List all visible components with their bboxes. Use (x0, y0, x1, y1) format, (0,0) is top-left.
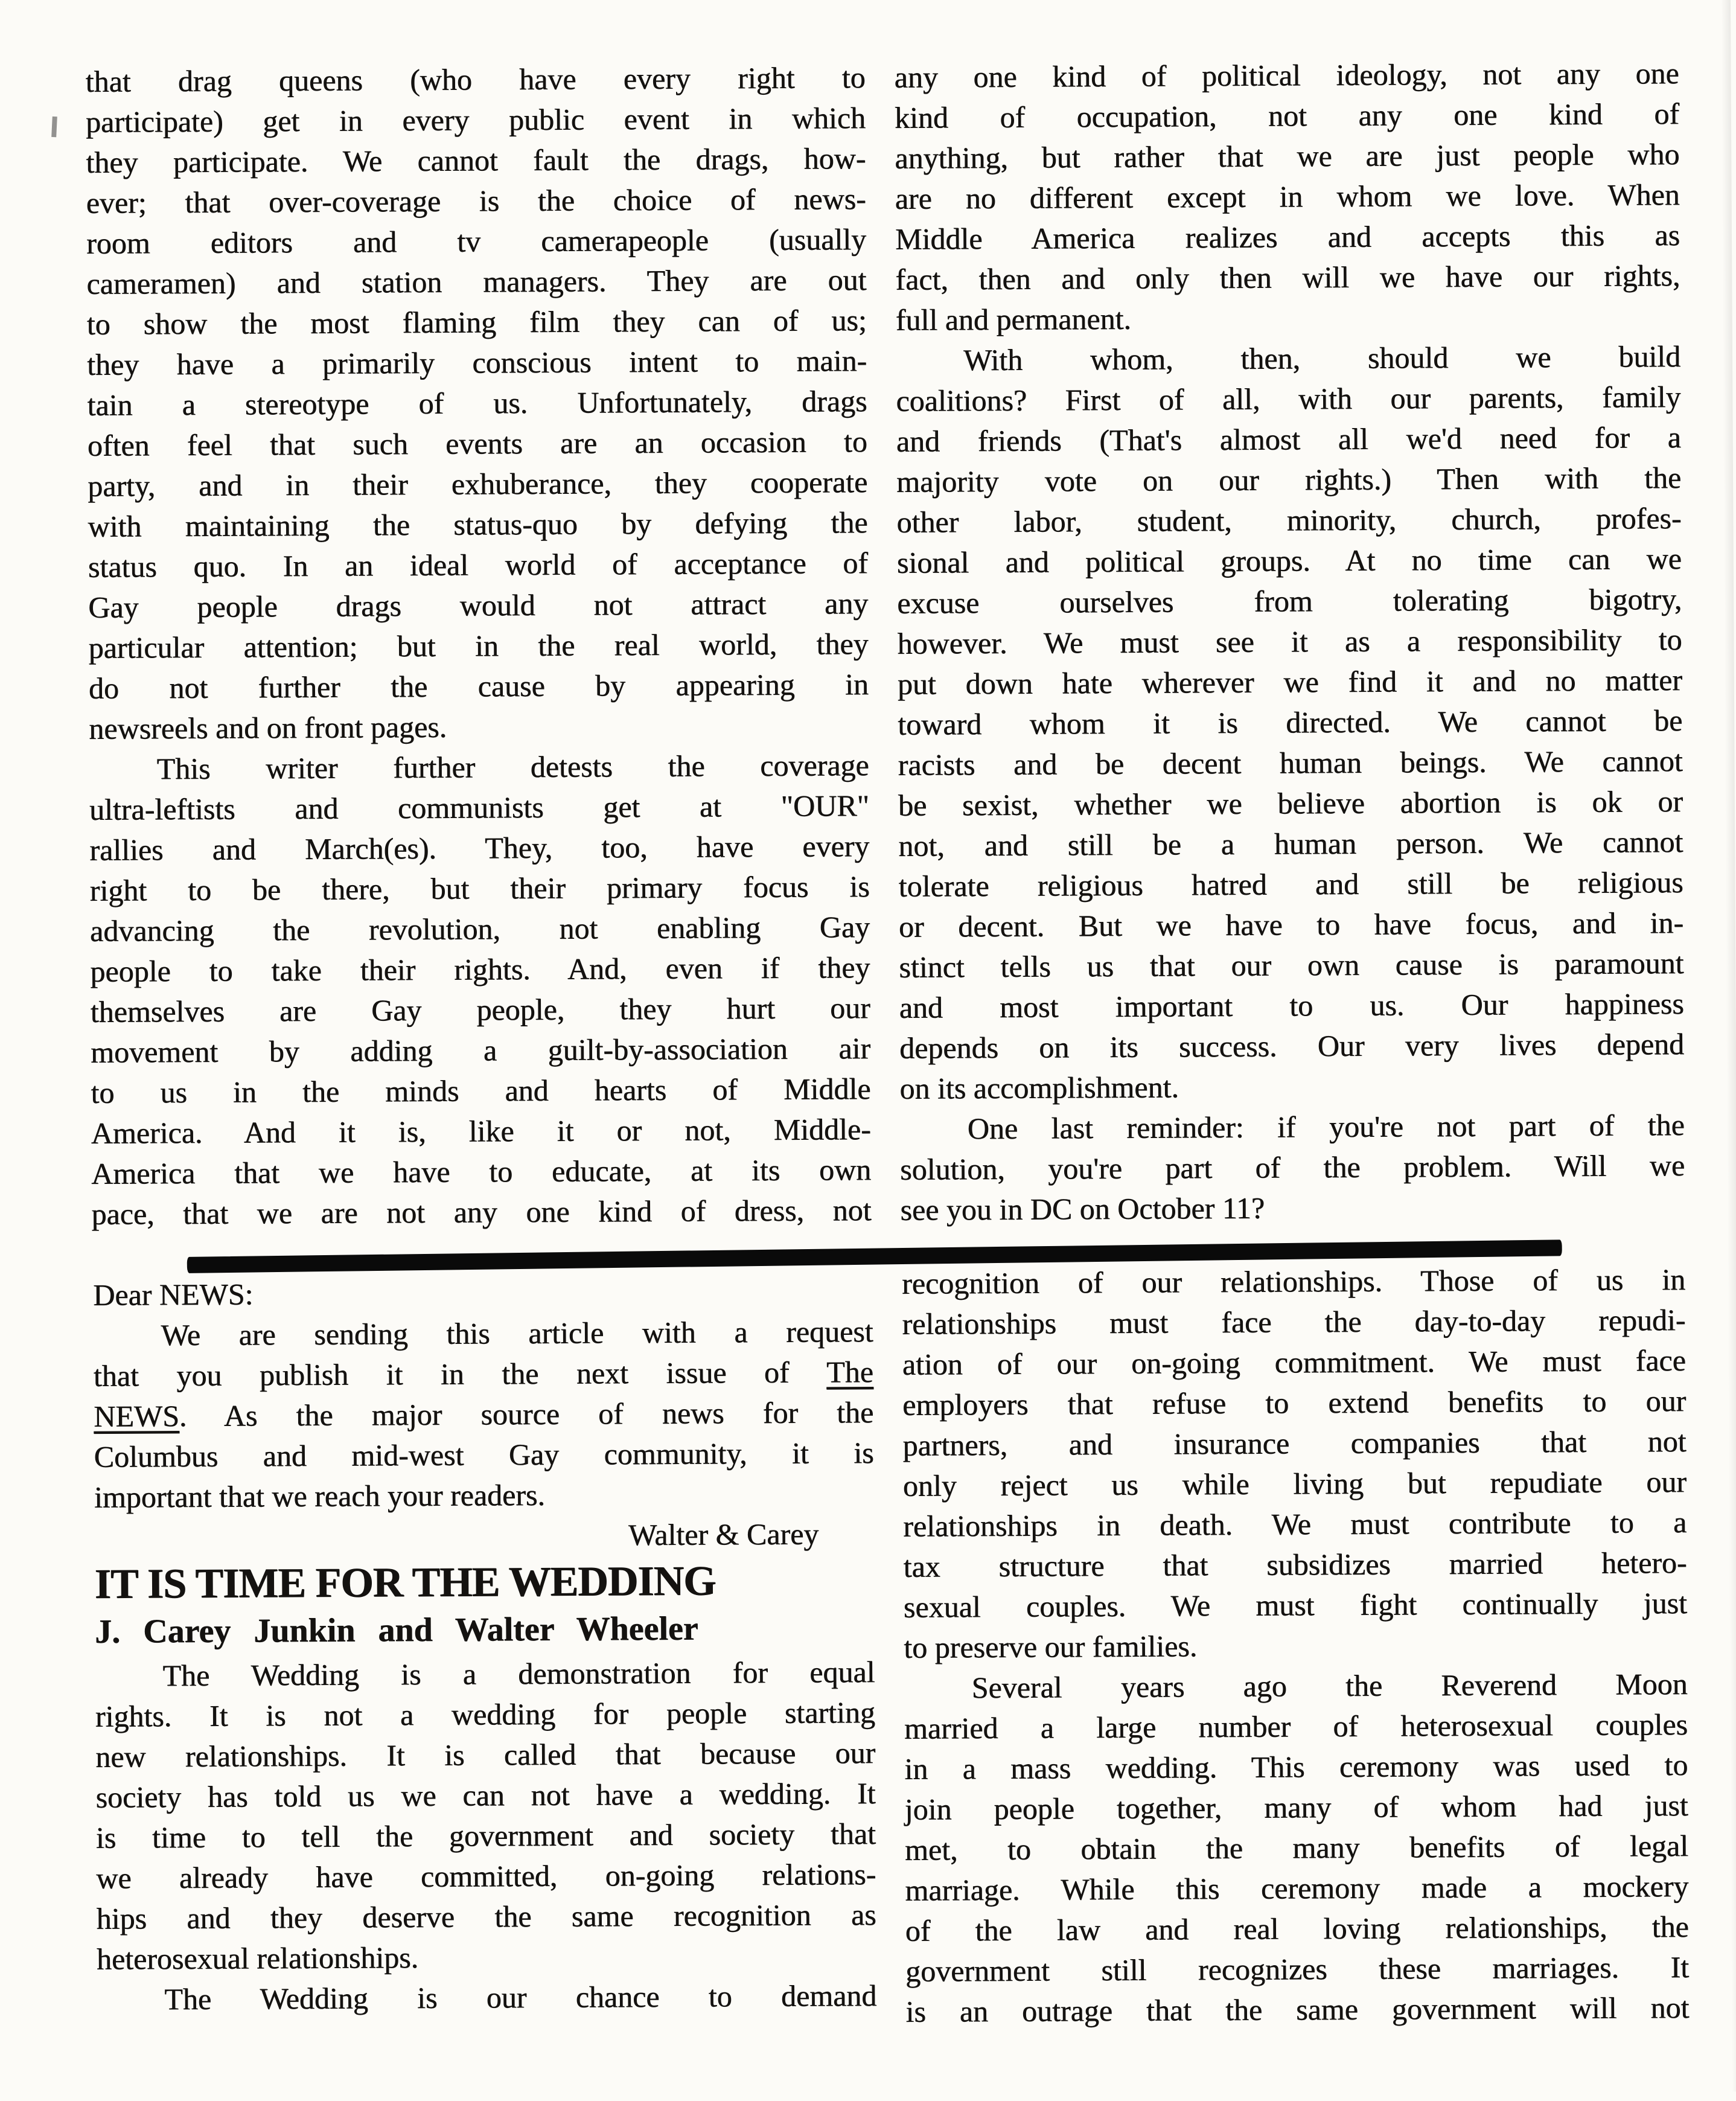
text-line (89, 745, 869, 790)
text-segment: heterosexual relationships. (96, 1940, 419, 1976)
text-line (91, 1190, 871, 1235)
article-headline: IT IS TIME FOR THE WEDDING (94, 1558, 716, 1608)
text-segment: particular attention; but in the real world, they (88, 626, 869, 665)
text-line (90, 907, 870, 951)
text-segment: we already have committed, on-going relations- (96, 1856, 876, 1895)
text-line (94, 1352, 873, 1396)
text-line (898, 822, 1683, 866)
text-line (899, 1064, 1684, 1109)
text-segment: movement by adding a guilt-by-association air (90, 1031, 871, 1069)
text-segment: to preserve our families. (904, 1629, 1198, 1664)
text-line (895, 134, 1679, 179)
text-line (86, 98, 866, 142)
text-segment: partners, and insurance companies that not (902, 1424, 1687, 1462)
text-line (895, 174, 1679, 219)
underlined-text: The (826, 1354, 873, 1389)
text-segment: tain a stereotype of us. Unfortunately, drags (87, 383, 867, 422)
text-segment: sional and political groups. At no time can we (896, 541, 1682, 580)
text-line (88, 502, 867, 547)
text-line (88, 624, 868, 668)
text-line (902, 1300, 1685, 1345)
text-segment: pace, that we are not any one kind of dress, not (91, 1192, 872, 1231)
text-line (905, 1866, 1688, 1911)
text-line (900, 1105, 1685, 1150)
paragraph (93, 1271, 873, 1316)
text-segment: ultra-leftists and communists get at "OUR" (89, 788, 870, 827)
text-line (897, 579, 1682, 624)
text-line (896, 336, 1680, 381)
text-line (90, 988, 870, 1032)
text-line (94, 1392, 873, 1437)
text-segment: do not further the cause by appearing in (88, 667, 869, 705)
text-line (95, 1652, 875, 1696)
text-segment: majority vote on our rights.) Then with the (896, 460, 1682, 499)
text-segment: or decent. But we have to have focus, and in- (898, 905, 1684, 944)
text-line (898, 781, 1683, 826)
text-line (895, 94, 1679, 138)
text-segment: participate) get in every public event in which (85, 101, 866, 139)
text-line (905, 1947, 1689, 1992)
text-line (89, 826, 869, 871)
paragraph (85, 57, 869, 749)
text-line (904, 1664, 1687, 1709)
text-segment: they have a primarily conscious intent to main- (86, 343, 867, 382)
text-line (89, 866, 869, 911)
text-segment: to show the most flaming film they can of us; (86, 302, 867, 341)
text-segment: to us in the minds and hearts of Middle (91, 1071, 871, 1110)
text-segment: Gay people drags would not attract any (88, 586, 869, 624)
text-line (904, 1745, 1688, 1789)
text-line (86, 138, 866, 183)
text-line (896, 498, 1681, 543)
text-line (86, 260, 866, 304)
text-segment: tax structure that subsidizes married hetero- (903, 1545, 1687, 1584)
text-line (902, 1381, 1686, 1425)
text-line (95, 1733, 875, 1777)
text-line (899, 943, 1683, 988)
text-segment: party, and in their exhuberance, they cooperate (87, 464, 868, 503)
underlined-text: NEWS (94, 1398, 179, 1433)
text-line (904, 1704, 1688, 1749)
text-segment: on its accomplishment. (899, 1070, 1179, 1105)
text-segment: they participate. We cannot fault the drags, how- (86, 141, 866, 179)
text-line (896, 417, 1681, 462)
text-segment: room editors and tv camerapeople (usually (86, 222, 867, 260)
text-segment: fact, then and only then will we have our rights, (895, 258, 1680, 296)
text-line (905, 1987, 1689, 2032)
text-segment: relationships in death. We must contribute to a (902, 1505, 1687, 1543)
text-segment: advancing the revolution, not enabling Gay (89, 909, 870, 948)
text-line (903, 1462, 1687, 1506)
text-line (86, 179, 866, 223)
text-segment: join people together, many of whom had just (904, 1788, 1688, 1826)
text-line (896, 296, 1680, 341)
text-line (903, 1543, 1687, 1587)
text-line (898, 862, 1683, 907)
text-segment: full and permanent. (895, 301, 1131, 337)
text-line (96, 1814, 876, 1858)
text-line (95, 1692, 875, 1737)
text-line (897, 539, 1682, 583)
paragraph (97, 1975, 876, 2020)
column-top-left (85, 57, 871, 1235)
text-line (94, 1433, 873, 1477)
text-line (899, 1024, 1684, 1069)
text-segment: married a large number of heterosexual couples (904, 1707, 1688, 1745)
text-segment: Dear NEWS: (92, 1277, 254, 1312)
text-segment: see you in DC on October 11? (900, 1191, 1265, 1227)
text-segment: themselves are Gay people, they hurt our (90, 990, 870, 1029)
text-line (897, 619, 1682, 664)
text-line (905, 1826, 1688, 1870)
text-segment: excuse ourselves from tolerating bigotry, (896, 581, 1682, 620)
text-segment: America. And it is, like it or not, Middle- (91, 1111, 871, 1150)
text-segment: kind of occupation, not any one kind of (894, 96, 1680, 135)
text-segment: that drag queens (who have every right to (85, 60, 866, 98)
text-segment: is an outrage that the same government will not (905, 1990, 1690, 2029)
text-line (91, 1069, 870, 1113)
text-line (85, 57, 865, 102)
text-line (899, 983, 1683, 1028)
text-segment: government still recognizes these marriages. It (905, 1949, 1690, 1988)
text-segment: and most important to us. Our happiness (899, 986, 1684, 1025)
article-byline: J. Carey Junkin and Walter Wheeler (94, 1610, 698, 1651)
text-segment: employers that refuse to extend benefits to our (902, 1383, 1687, 1422)
text-line (88, 583, 868, 628)
text-segment: people to take their rights. And, even if they (90, 950, 870, 988)
text-line (87, 381, 867, 426)
text-line (91, 1109, 871, 1154)
text-line (898, 660, 1682, 705)
text-line (93, 1271, 873, 1316)
paragraph (93, 1311, 874, 1518)
paragraph (902, 1259, 1687, 1668)
text-segment: of the law and real loving relationships, the (905, 1909, 1689, 1948)
text-segment: rallies and March(es). They, too, have every (89, 828, 870, 867)
text-line (87, 300, 867, 345)
text-line (96, 1854, 876, 1899)
text-segment: With whom, then, should we build (963, 339, 1681, 377)
text-line (97, 1975, 876, 2020)
text-segment: status quo. In an ideal world of acceptance of (88, 545, 868, 584)
text-segment: America that we have to educate, at its own (91, 1152, 872, 1191)
text-segment: stinct tells us that our own cause is paramount (899, 945, 1684, 984)
text-segment: hips and they deserve the same recognition as (96, 1897, 876, 1936)
text-line (902, 1340, 1686, 1385)
text-segment: that you publish it in the next issue of (93, 1355, 827, 1393)
text-segment: right to be there, but their primary focus is (89, 869, 870, 907)
text-segment: Several years ago the Reverend Moon (971, 1666, 1688, 1705)
column-bottom-left (93, 1271, 876, 2020)
text-segment: The Wedding is our chance to demand (164, 1978, 877, 2016)
text-segment: depends on its success. Our very lives depend (899, 1026, 1685, 1065)
text-line (903, 1502, 1687, 1547)
text-line (900, 1145, 1685, 1190)
text-line (902, 1421, 1686, 1466)
text-segment: other labor, student, minority, church, profes- (896, 500, 1682, 539)
text-segment: be sexist, whether we believe abortion is ok or (898, 784, 1683, 822)
text-line (93, 1311, 873, 1356)
text-line (898, 700, 1682, 745)
text-line (904, 1623, 1687, 1668)
text-line (90, 947, 870, 992)
text-segment: sexual couples. We must fight continually just (903, 1585, 1687, 1624)
text-line (894, 53, 1679, 98)
text-line (95, 1773, 875, 1818)
text-line (895, 215, 1680, 260)
text-segment: One last reminder: if you're not part of the (967, 1107, 1685, 1146)
text-segment: newsreels and on front pages. (89, 709, 447, 746)
text-segment: are no different except in whom we love. When (895, 177, 1680, 216)
text-line (904, 1785, 1688, 1830)
paragraph (896, 336, 1685, 1109)
text-segment: Middle America realizes and accepts this as (895, 217, 1680, 256)
text-line (94, 1473, 874, 1518)
text-line (89, 785, 869, 830)
text-line (902, 1259, 1685, 1304)
text-segment: tolerate religious hatred and still be religious (898, 865, 1683, 903)
letter-signature: Walter & Carey (628, 1517, 819, 1552)
paragraph (900, 1105, 1685, 1230)
text-line (91, 1028, 870, 1073)
text-line (86, 219, 866, 264)
text-segment: met, to obtain the many benefits of legal (904, 1828, 1689, 1867)
text-segment: any one kind of political ideology, not any one (894, 56, 1679, 94)
text-segment: put down hate wherever we find it and no matter (897, 662, 1682, 701)
text-line (896, 458, 1681, 502)
text-line (89, 664, 869, 709)
paragraph (904, 1664, 1689, 2032)
text-line (87, 341, 867, 385)
text-segment: . As the major source of news for the (179, 1395, 874, 1433)
text-segment: marriage. While this ceremony made a mockery (905, 1869, 1689, 1907)
text-segment: solution, you're part of the problem. Will we (899, 1148, 1685, 1186)
text-line (899, 903, 1683, 947)
text-segment: in a mass wedding. This ceremony was used to (904, 1747, 1688, 1786)
text-line (89, 705, 869, 749)
text-segment: not, and still be a human person. We cannot (898, 824, 1683, 863)
paragraph (894, 53, 1680, 341)
text-line (88, 543, 868, 587)
text-line (96, 1895, 876, 1939)
text-segment: new relationships. It is called that because our (95, 1735, 876, 1774)
text-line (905, 1907, 1688, 1951)
text-segment: with maintaining the status-quo by defying the (88, 505, 868, 543)
text-segment: ever; that over-coverage is the choice of news- (86, 181, 866, 220)
column-top-right (894, 53, 1685, 1230)
text-segment: relationships must face the day-to-day repudi- (902, 1302, 1686, 1341)
text-segment: important that we reach your readers. (94, 1477, 545, 1514)
text-segment: toward whom it is directed. We cannot be (898, 703, 1683, 741)
text-line (896, 377, 1680, 421)
text-segment: rights. It is not a wedding for people starting (95, 1695, 875, 1733)
text-segment: We are sending this article with a request (161, 1314, 873, 1352)
text-segment: coalitions? First of all, with our parents, family (896, 379, 1681, 418)
text-segment: recognition of our relationships. Those of us in (901, 1262, 1686, 1300)
text-segment: This writer further detests the coverage (156, 747, 869, 786)
text-line (88, 462, 867, 507)
scan-artifact (51, 117, 57, 137)
text-line (895, 255, 1680, 300)
text-line (91, 1150, 871, 1194)
paragraph (95, 1652, 876, 1980)
text-line (88, 421, 867, 466)
text-segment: only reject us while living but repudiate our (902, 1464, 1687, 1503)
text-segment: society has told us we can not have a wedding. It (95, 1776, 876, 1814)
text-segment: Columbus and mid-west Gay community, it is (94, 1435, 874, 1474)
text-line (904, 1583, 1687, 1628)
text-line (898, 741, 1682, 785)
text-segment: however. We must see it as a responsibility to (897, 622, 1682, 660)
text-segment: cameramen) and station managers. They are out (86, 262, 867, 301)
text-segment: ation of our on-going commitment. We must face (902, 1343, 1686, 1381)
text-segment: and friends (That's almost all we'd need for a (896, 420, 1681, 458)
paragraph (89, 745, 871, 1235)
text-segment: is time to tell the government and society that (95, 1816, 876, 1855)
text-segment: The Wedding is a demonstration for equal (162, 1654, 875, 1693)
text-segment: racists and be decent human beings. We cannot (898, 743, 1683, 782)
text-segment: often feel that such events are an occasion to (87, 424, 867, 462)
text-line (97, 1935, 876, 1980)
scan-edge-shadow (1721, 0, 1736, 2092)
column-bottom-right (902, 1259, 1690, 2032)
text-line (900, 1186, 1685, 1230)
text-segment: anything, but rather that we are just people who (895, 136, 1680, 175)
